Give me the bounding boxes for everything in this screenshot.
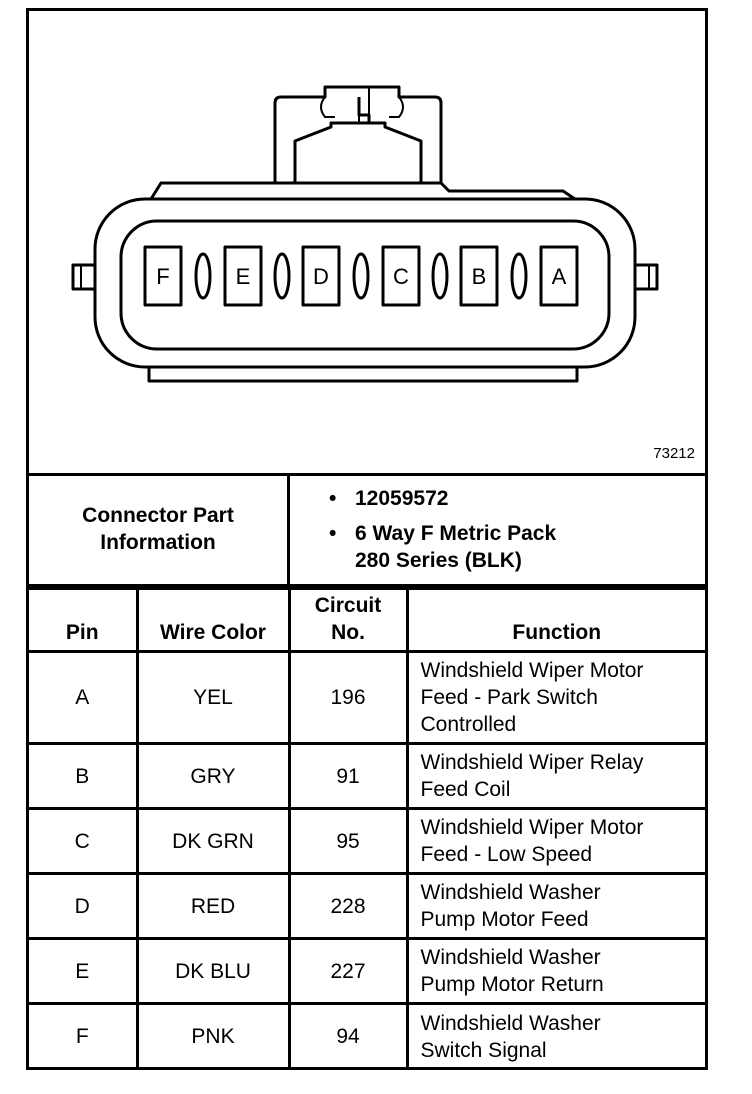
- function-line: Windshield Washer: [420, 1011, 601, 1035]
- separator-oval: [196, 254, 210, 298]
- function-line: Feed - Park Switch: [420, 686, 598, 709]
- cell-pin: F: [29, 1004, 137, 1069]
- bullet: •: [329, 522, 337, 545]
- cell-wire-color: DK GRN: [137, 809, 289, 874]
- header-function: Function: [407, 589, 705, 652]
- bullet: •: [329, 487, 337, 510]
- pin-label-D: D: [313, 264, 329, 289]
- cell-circuit: 95: [289, 809, 407, 874]
- side-tab-right: [635, 265, 657, 289]
- cell-pin: C: [29, 809, 137, 874]
- function-line: Switch Signal: [420, 1038, 547, 1062]
- cell-wire-color: PNK: [137, 1004, 289, 1069]
- function-line: Windshield Wiper Motor: [420, 816, 644, 839]
- side-tab-left: [73, 265, 95, 289]
- connector-drawing: [29, 11, 705, 473]
- header-circuit-line2: No.: [331, 621, 365, 644]
- table-header-row: [29, 589, 705, 652]
- housing-inner: [121, 221, 609, 349]
- pinout-table: [29, 587, 705, 1069]
- table-row: [29, 1004, 705, 1069]
- description-line1: 6 Way F Metric Pack: [355, 522, 557, 545]
- function-line: Pump Motor Return: [420, 973, 604, 996]
- figure-id: 73212: [653, 445, 695, 462]
- cell-pin: B: [29, 744, 137, 809]
- header-pin: Pin: [29, 589, 137, 652]
- cell-circuit: 196: [289, 652, 407, 744]
- cell-function: [407, 1004, 705, 1069]
- header-wire-color: Wire Color: [137, 589, 289, 652]
- function-line: Windshield Wiper Relay: [420, 751, 644, 774]
- separator-oval: [354, 254, 368, 298]
- separator-oval: [433, 254, 447, 298]
- info-label: [29, 473, 290, 584]
- header-circuit: [289, 589, 407, 652]
- description-line2: 280 Series (BLK): [355, 549, 522, 572]
- function-line: Windshield Wiper Motor: [420, 659, 644, 682]
- cell-wire-color: DK BLU: [137, 939, 289, 1004]
- cell-circuit: 228: [289, 874, 407, 939]
- cell-wire-color: YEL: [137, 652, 289, 744]
- function-line: Controlled: [420, 713, 517, 736]
- separator-oval: [275, 254, 289, 298]
- info-item-part-number: [329, 485, 556, 512]
- connector-sheet: [26, 8, 708, 1070]
- pin-label-F: F: [156, 264, 170, 289]
- cell-pin: A: [29, 652, 137, 744]
- cell-function: [407, 809, 705, 874]
- header-circuit-line1: Circuit: [314, 594, 382, 617]
- cell-function: [407, 744, 705, 809]
- cell-circuit: 94: [289, 1004, 407, 1069]
- table-row: [29, 809, 705, 874]
- cell-pin: E: [29, 939, 137, 1004]
- cell-wire-color: RED: [137, 874, 289, 939]
- function-line: Feed - Low Speed: [420, 843, 593, 866]
- info-label-line1: Connector Part: [82, 503, 234, 527]
- cell-function: [407, 874, 705, 939]
- table-row: [29, 652, 705, 744]
- function-line: Feed Coil: [420, 778, 511, 801]
- separator-oval: [512, 254, 526, 298]
- connector-diagram: [29, 11, 705, 476]
- function-line: Windshield Washer: [420, 881, 601, 904]
- table-row: [29, 744, 705, 809]
- table-row: [29, 874, 705, 939]
- function-line: Pump Motor Feed: [420, 908, 589, 931]
- pin-label-B: B: [471, 264, 487, 289]
- cell-function: [407, 939, 705, 1004]
- info-item-description: [329, 520, 556, 574]
- function-line: Windshield Washer: [420, 946, 601, 969]
- pin-label-E: E: [235, 264, 251, 289]
- info-label-line2: Information: [100, 530, 216, 554]
- cell-wire-color: GRY: [137, 744, 289, 809]
- cell-circuit: 227: [289, 939, 407, 1004]
- latch-inner: [295, 97, 369, 183]
- table-row: [29, 939, 705, 1004]
- part-number: 12059572: [355, 487, 449, 510]
- info-list: [329, 485, 556, 574]
- pin-label-A: A: [551, 264, 567, 289]
- cell-function: [407, 652, 705, 744]
- cell-pin: D: [29, 874, 137, 939]
- connector-part-info: [29, 473, 705, 587]
- cell-circuit: 91: [289, 744, 407, 809]
- housing-base: [149, 367, 577, 381]
- pin-label-C: C: [393, 264, 409, 289]
